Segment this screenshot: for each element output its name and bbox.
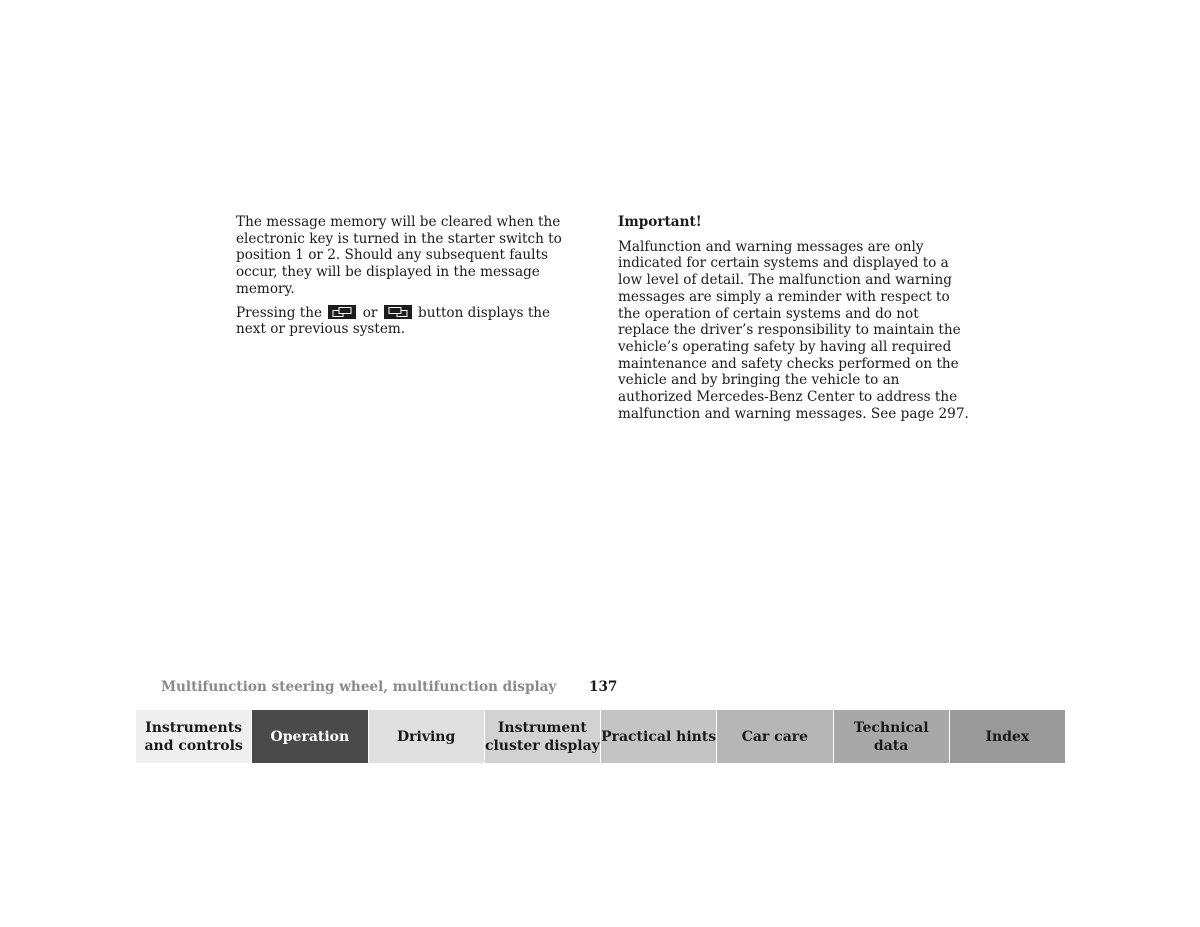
important-heading: Important! xyxy=(618,214,702,230)
tab-operation[interactable]: Operation xyxy=(252,710,368,763)
tab-car-care[interactable]: Car care xyxy=(717,710,833,763)
tab-instruments-and-controls[interactable]: Instruments and controls xyxy=(136,710,252,763)
important-paragraph: Malfunction and warning messages are only indicated for certain systems and displayed to a low level of detail. The malfunction and warning messages are simply a reminder with respect to the operation of certain systems and do not replace the driver’s responsibility to maintain the vehicle’s operating safety by having all required maintenance and safety checks performed on the vehicle and by bringing the vehicle to an authorized Mercedes-Benz Center to address the malfunction and warning messages. See page 297. xyxy=(618,238,969,422)
left-column xyxy=(236,214,581,338)
tab-practical-hints[interactable]: Practical hints xyxy=(601,710,717,763)
pressing-text: Pressing the xyxy=(236,304,323,321)
or-text: or xyxy=(362,304,378,321)
pressing-button-paragraph xyxy=(236,305,581,338)
section-tab-bar xyxy=(136,710,1065,763)
page-number: 137 xyxy=(589,679,618,695)
tab-index[interactable]: Index xyxy=(950,710,1065,763)
tab-technical-data[interactable]: Technical data xyxy=(834,710,950,763)
tab-driving[interactable]: Driving xyxy=(369,710,485,763)
button-displays-text: button displays the next or previous system. xyxy=(236,304,551,338)
next-system-button-icon xyxy=(328,305,356,319)
message-memory-paragraph: The message memory will be cleared when the electronic key is turned in the starter switch to position 1 or 2. Should any subsequent faults occur, they will be displayed in the message memory. xyxy=(236,214,562,297)
section-title: Multifunction steering wheel, multifunction display xyxy=(161,679,557,695)
previous-system-button-icon xyxy=(384,305,412,319)
right-column xyxy=(618,214,970,422)
tab-instrument-cluster-display[interactable]: Instrument cluster display xyxy=(485,710,601,763)
